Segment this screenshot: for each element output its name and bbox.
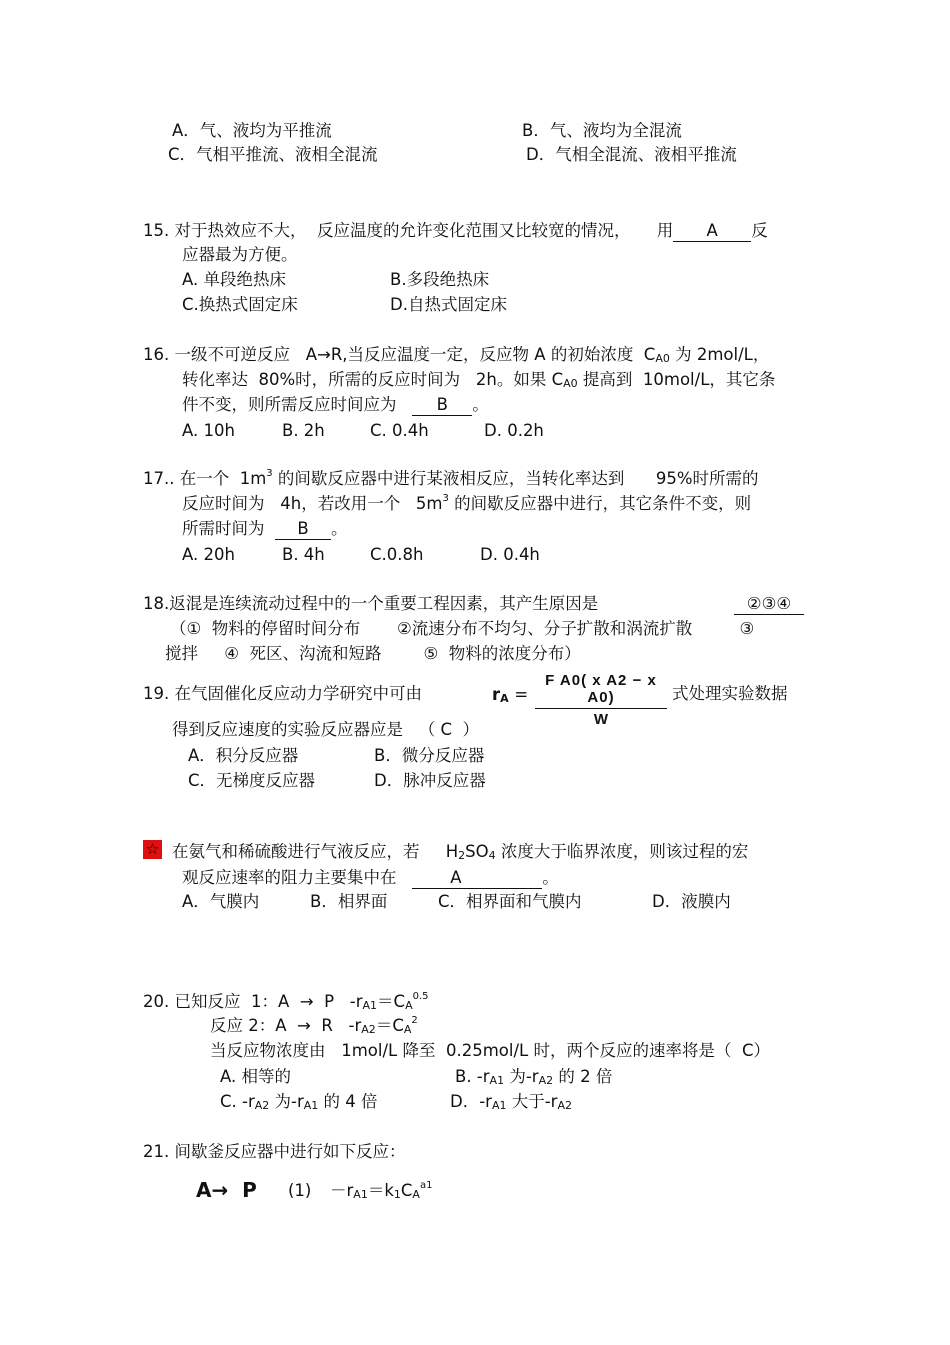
q21-rate-expression: $-rA1=k1CA^{a1}$ <box>330 1180 433 1201</box>
q17-answer: B <box>275 519 331 540</box>
qstar-option-a: A．气膜内 <box>182 892 260 911</box>
q20-option-d: D．-rA1 大于-rA2 <box>450 1092 572 1112</box>
q19-option-a: A．积分反应器 <box>188 746 299 765</box>
qstar-option-b: B．相界面 <box>310 892 388 911</box>
q21-reaction-number: (1) <box>288 1181 312 1200</box>
q18-stem-line2: （① 物料的停留时间分布 ②流速分布不均匀、分子扩散和涡流扩散 ③ <box>170 619 755 638</box>
q14-option-b: B．气、液均为全混流 <box>522 121 682 140</box>
q20-stem: 当反应物浓度由 1mol/L 降至 0.25mol/L 时，两个反应的速率将是（ C） <box>210 1041 770 1060</box>
q16-answer: B <box>412 395 472 416</box>
q15-option-b: B.多段绝热床 <box>390 270 490 289</box>
q17-stem-line1: 17.. 在一个 $1m^3$ 的间歇反应器中进行某液相反应，当转化率达到 95%时所需的 <box>143 468 759 488</box>
q14-option-c: C．气相平推流、液相全混流 <box>168 145 378 164</box>
q18-answer-wrap <box>734 594 804 615</box>
q19-option-d: D．脉冲反应器 <box>374 771 486 790</box>
q19-fraction-bar <box>535 708 667 709</box>
q16-stem-line3: 件不变，则所需反应时间应为 B 。 <box>182 395 489 414</box>
q17-option-a: A. 20h <box>182 545 235 564</box>
q16-stem-line1: 16. 一级不可逆反应 A→R,当反应温度一定，反应物 A 的初始浓度 CA0 为 2mol/L， <box>143 345 770 365</box>
q19-option-c: C．无梯度反应器 <box>188 771 316 790</box>
qstar-option-d: D．液膜内 <box>652 892 731 911</box>
q15-option-c: C.换热式固定床 <box>182 295 298 314</box>
star-icon: ☆ <box>143 840 162 859</box>
q19-stem-line1-post: 式处理实验数据 <box>672 684 788 703</box>
q17-option-b: B. 4h <box>282 545 325 564</box>
q17-option-c: C.0.8h <box>370 545 424 564</box>
q14-option-d: D．气相全混流、液相平推流 <box>526 145 737 164</box>
q16-option-c: C. 0.4h <box>370 421 429 440</box>
q20-option-b: B. -rA1 为-rA2 的 2 倍 <box>455 1067 613 1087</box>
q16-option-a: A. 10h <box>182 421 235 440</box>
q18-stem-line3: 搅拌 ④ 死区、沟流和短路 ⑤ 物料的浓度分布） <box>165 644 581 663</box>
q15-option-a: A. 单段绝热床 <box>182 270 286 289</box>
q20-option-a: A. 相等的 <box>220 1067 291 1086</box>
q21-reaction: A→ P <box>196 1178 257 1202</box>
q15-stem-line2: 应器最为方便。 <box>182 245 298 264</box>
q19-fraction-denominator: W <box>593 711 609 728</box>
q16-stem-line2: 转化率达 80%时，所需的反应时间为 2h。如果 CA0 提高到 10mol/L，其它条 <box>182 370 776 390</box>
q19-option-b: B．微分反应器 <box>374 746 485 765</box>
q17-option-d: D. 0.4h <box>480 545 540 564</box>
q19-fraction-numerator: F A0( x A2 − x A0) <box>545 672 657 706</box>
qstar-stem-line2: 观反应速率的阻力主要集中在 A 。 <box>182 868 559 887</box>
q17-stem-line2: 反应时间为 4h，若改用一个 $5m^3$ 的间歇反应器中进行，其它条件不变，则 <box>182 493 752 513</box>
q20-option-c: C. -rA2 为-rA1 的 4 倍 <box>220 1092 378 1112</box>
q19-rate-fraction <box>535 672 667 728</box>
qstar-option-c: C．相界面和气膜内 <box>438 892 582 911</box>
q20-reaction-1: 20. 已知反应 1：A → P $-rA1=CA^{0.5}$ <box>143 991 429 1012</box>
qstar-stem-line1: 在氨气和稀硫酸进行气液反应，若 H2SO4 浓度大于临界浓度，则该过程的宏 <box>172 842 749 862</box>
q19-stem-line2: 得到反应速度的实验反应器应是 （ C ） <box>172 720 479 739</box>
qstar-answer: A <box>412 868 542 889</box>
q19-stem-line1-pre: 19. 在气固催化反应动力学研究中可由 <box>143 684 422 703</box>
q16-option-b: B. 2h <box>282 421 325 440</box>
q19-rate-lhs: rA = <box>492 685 529 705</box>
q17-stem-line3: 所需时间为 B 。 <box>182 519 348 538</box>
q15-answer: A <box>673 221 751 242</box>
q16-option-d: D. 0.2h <box>484 421 544 440</box>
q18-answer: ②③④ <box>734 594 804 615</box>
q15-option-d: D.自热式固定床 <box>390 295 507 314</box>
q18-stem-line1: 18.返混是连续流动过程中的一个重要工程因素，其产生原因是 <box>143 594 599 613</box>
q20-reaction-2: 反应 2：A → R $-rA2=CA^2$ <box>210 1015 418 1036</box>
q14-option-a: A．气、液均为平推流 <box>172 121 332 140</box>
q21-stem: 21. 间歇釜反应器中进行如下反应： <box>143 1142 406 1161</box>
q15-stem-line1: 15. 对于热效应不大， 反应温度的允许变化范围又比较宽的情况， 用 A 反 <box>143 221 768 240</box>
